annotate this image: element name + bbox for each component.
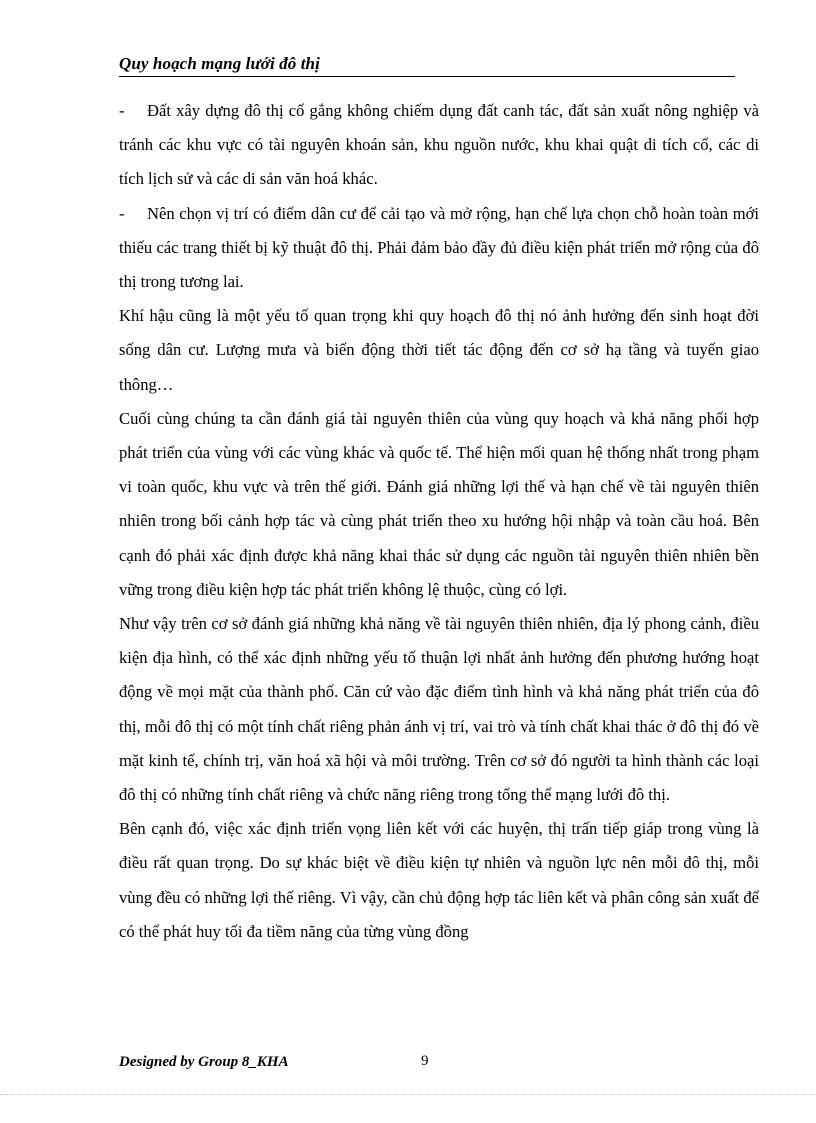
bullet-text-2: Nên chọn vị trí có điểm dân cư để cải tạo và mở rộng, hạn chế lựa chọn chỗ hoàn toàn mới thiếu các trang thiết bị kỹ thuật đô thị. Phải đảm bảo đầy đủ điều kiện phát triển mở rộng của đô thị trong tương lai.	[119, 203, 759, 292]
paragraph-assessment: Như vậy trên cơ sở đánh giá những khả năng về tài nguyên thiên nhiên, địa lý phong cảnh, điều kiện địa hình, có thể xác định những yếu tố thuận lợi nhất ảnh hưởng đến phương hướng hoạt động về mọi mặt của thành phố. Căn cứ vào đặc điểm tình hình và khả năng phát triển của đô thị, mỗi đô thị có một tính chất riêng phản ánh vị trí, vai trò và tính chất khai thác ở đô thị đó về mặt kinh tế, chính trị, văn hoá xã hội và môi trường. Trên cơ sở đó người ta hình thành các loại đô thị có những tính chất riêng và chức năng riêng trong tổng thể mạng lưới đô thị.	[119, 614, 759, 805]
paragraph-climate: Khí hậu cũng là một yếu tố quan trọng khi quy hoạch đô thị nó ảnh hưởng đến sinh hoạt đời sống dân cư. Lượng mưa và biến động thời tiết tác động đến cơ sở hạ tầng và tuyến giao thông…	[119, 306, 759, 394]
paragraph-regional-linkage: Bên cạnh đó, việc xác định triển vọng liên kết với các huyện, thị trấn tiếp giáp trong vùng là điều rất quan trọng. Do sự khác biệt về điều kiện tự nhiên và nguồn lực nên mỗi đô thị, mỗi vùng đều có những lợi thế riêng. Vì vậy, cần chủ động hợp tác liên kết và phân công sản xuất để có thể phát huy tối đa tiềm năng của từng vùng đồng	[119, 819, 759, 941]
page-footer	[119, 1050, 759, 1074]
page-number: 9	[421, 1053, 429, 1069]
header-title: Quy hoạch mạng lưới đô thị	[119, 54, 320, 73]
bullet-marker: -	[119, 101, 125, 120]
page-bottom-divider	[0, 1094, 816, 1095]
page-header	[119, 52, 735, 77]
footer-credit: Designed by Group 8_KHA	[119, 1054, 289, 1070]
bullet-text-1: Đất xây dựng đô thị cố gắng không chiếm dụng đất canh tác, đất sản xuất nông nghiệp và tránh các khu vực có tài nguyên khoán sản, khu nguồn nước, khu khai quật di tích cổ, các di tích lịch sử và các di sản văn hoá khác.	[119, 101, 759, 189]
paragraph-resources: Cuối cùng chúng ta cần đánh giá tài nguyên thiên của vùng quy hoạch và khả năng phối hợp phát triển của vùng với các vùng khác và quốc tế. Thể hiện mối quan hệ thống nhất trong phạm vi toàn quốc, khu vực và trên thế giới. Đánh giá những lợi thế và hạn chế về tài nguyên thiên nhiên trong bối cảnh hợp tác và cùng phát triển theo xu hướng hội nhập và toàn cầu hoá. Bên cạnh đó phải xác định được khả năng khai thác sử dụng các nguồn tài nguyên thiên nhiên bền vững trong điều kiện hợp tác phát triển không lệ thuộc, cùng có lợi.	[119, 408, 759, 599]
page-body	[119, 94, 759, 949]
bullet-marker: -	[119, 203, 125, 223]
bullet-paragraph-2	[119, 197, 759, 300]
bullet-paragraph-1	[119, 94, 759, 197]
